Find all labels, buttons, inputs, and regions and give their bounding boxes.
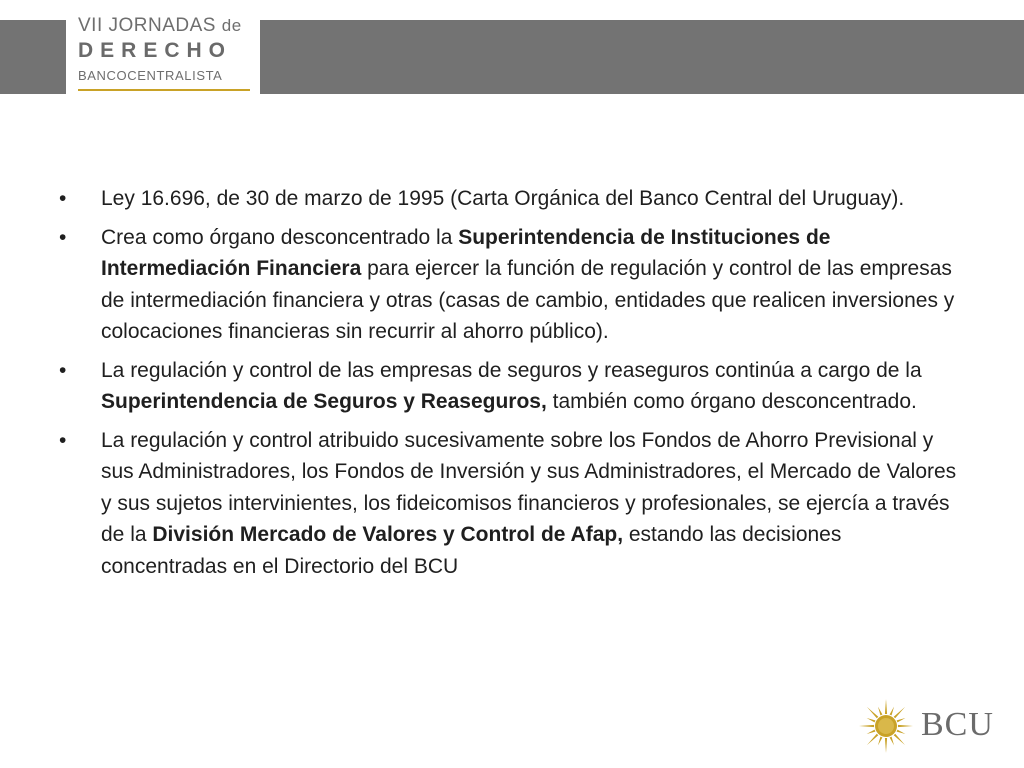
bullet-dot: • (59, 225, 67, 249)
bullet-text: también como órgano desconcentrado. (546, 390, 917, 413)
bullet-text: Crea como órgano desconcentrado la (101, 225, 459, 249)
bullet-emphasis: Superintendencia de Seguros y Reaseguros, (101, 390, 547, 413)
bcu-logo-text: BCU (921, 706, 994, 743)
logo-derecho: DERECHO (78, 39, 233, 62)
sun-ray (894, 734, 905, 745)
bullet-text: La regulación y control de las empresas de seguros y reaseguros continúa a cargo de la (101, 358, 922, 382)
sun-ray (897, 718, 906, 722)
sun-ray (867, 707, 878, 718)
sun-ray (867, 718, 876, 722)
sun-ray (897, 730, 906, 734)
sun-ray (894, 707, 905, 718)
sun-ray (885, 699, 887, 714)
event-logo (66, 8, 260, 94)
sun-ray (878, 737, 882, 746)
sun-ray (867, 730, 876, 734)
bullet-text: para ejercer la función de regulación y control de las empresas de intermediación financiera y otras (casas de cambio, entidades que realicen inversiones y colocaciones financieras sin recurrir al ahorro público). (101, 257, 955, 343)
logo-title-main: VII JORNADAS (78, 15, 216, 36)
bullet-text: La regulación y control atribuido sucesivamente sobre los Fondos de Ahorro Previsional y sus Administradores, los Fondos de Inversión y sus Administradores, el Mercado de Valores y sus sujetos intervinientes, los fideicomisos financieros y profesionales, se ejercía a través de la (101, 428, 957, 546)
logo-title-suffix: de (221, 16, 242, 35)
bullet-dot: • (59, 187, 67, 210)
sun-ray (898, 725, 913, 727)
bullet-text: Ley 16.696, de 30 de marzo de 1995 (Carta Orgánica del Banco Central del Uruguay). (101, 187, 905, 210)
sun-ray (890, 737, 894, 746)
bullet-emphasis: Superintendencia de Instituciones de Intermediación Financiera (101, 225, 831, 280)
bullet-emphasis: División Mercado de Valores y Control de Afap, (152, 523, 624, 546)
sun-icon (858, 698, 914, 754)
bullet-item (56, 425, 960, 583)
bullet-dot: • (59, 428, 67, 452)
sun-ray (867, 734, 878, 745)
bullet-dot: • (59, 358, 67, 382)
sun-ray (859, 725, 874, 727)
bullet-item (56, 355, 960, 418)
sun-ray (878, 707, 882, 716)
logo-gold-rule (78, 89, 250, 91)
sun-ray (890, 707, 894, 716)
bullet-item (56, 183, 960, 215)
bullet-text: estando las decisiones concentradas en el Directorio del BCU (101, 523, 842, 578)
sun-ray (885, 738, 887, 753)
logo-subtitle: BANCOCENTRALISTA (78, 68, 223, 83)
bullet-list (56, 183, 960, 589)
logo-title-line (78, 15, 242, 37)
bullet-item (56, 222, 960, 348)
bcu-logo (858, 698, 1008, 754)
